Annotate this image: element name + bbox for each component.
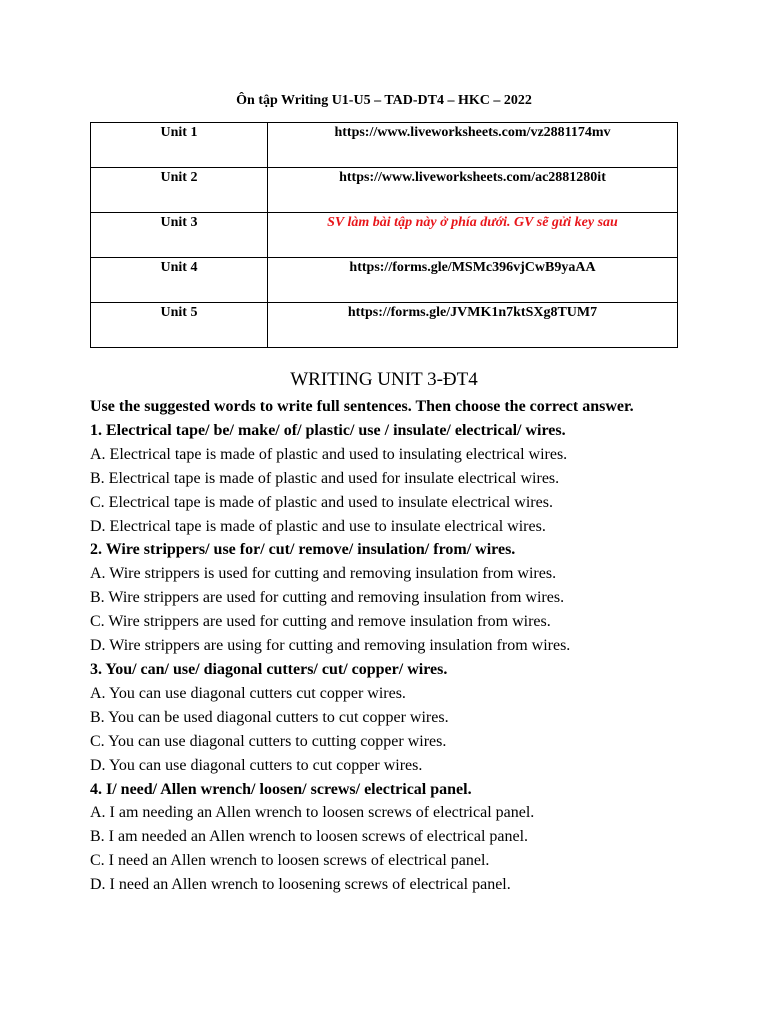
table-row (91, 303, 678, 348)
answer-option: D. You can use diagonal cutters to cut copper wires. (90, 756, 423, 774)
instructions: Use the suggested words to write full sentences. Then choose the correct answer. (90, 398, 634, 415)
answer-option: B. You can be used diagonal cutters to cut copper wires. (90, 708, 449, 726)
answer-option: C. Electrical tape is made of plastic and used to insulate electrical wires. (90, 493, 553, 511)
table-row (91, 258, 678, 303)
unit-name: Unit 1 (91, 123, 268, 168)
question-prompt: 1. Electrical tape/ be/ make/ of/ plastic/ use / insulate/ electrical/ wires. (90, 421, 566, 439)
table-row (91, 213, 678, 258)
answer-option: D. Electrical tape is made of plastic and use to insulate electrical wires. (90, 517, 546, 535)
table-row (91, 168, 678, 213)
page-title: Ôn tập Writing U1-U5 – TAD-DT4 – HKC – 2022 (236, 93, 532, 108)
exercise-content (90, 395, 680, 897)
unit-link[interactable]: https://forms.gle/JVMK1n7ktSXg8TUM7 (268, 303, 678, 348)
question-prompt: 4. I/ need/ Allen wrench/ loosen/ screws/ electrical panel. (90, 780, 472, 798)
table-row (91, 123, 678, 168)
question-prompt: 3. You/ can/ use/ diagonal cutters/ cut/ copper/ wires. (90, 660, 448, 678)
unit-link[interactable]: https://forms.gle/MSMc396vjCwB9yaAA (268, 258, 678, 303)
answer-option: D. I need an Allen wrench to loosening screws of electrical panel. (90, 876, 511, 894)
unit-note: SV làm bài tập này ở phía dưới. GV sẽ gửi key sau (268, 213, 678, 258)
unit-name: Unit 5 (91, 303, 268, 348)
answer-option: C. You can use diagonal cutters to cutting copper wires. (90, 732, 447, 750)
answer-option: B. I am needed an Allen wrench to loosen screws of electrical panel. (90, 828, 529, 846)
unit-name: Unit 2 (91, 168, 268, 213)
answer-option: C. I need an Allen wrench to loosen screws of electrical panel. (90, 852, 490, 870)
answer-option: B. Electrical tape is made of plastic and used for insulate electrical wires. (90, 469, 560, 487)
answer-option: A. I am needing an Allen wrench to loosen screws of electrical panel. (90, 804, 535, 822)
answer-option: A. Electrical tape is made of plastic and used to insulating electrical wires. (90, 445, 568, 463)
answer-option: C. Wire strippers are used for cutting and remove insulation from wires. (90, 613, 551, 631)
units-table (90, 122, 678, 348)
answer-option: A. You can use diagonal cutters cut copper wires. (90, 684, 406, 702)
answer-option: A. Wire strippers is used for cutting and removing insulation from wires. (90, 565, 557, 583)
unit-link[interactable]: https://www.liveworksheets.com/ac2881280it (268, 168, 678, 213)
answer-option: D. Wire strippers are using for cutting and removing insulation from wires. (90, 637, 571, 655)
answer-option: B. Wire strippers are used for cutting and removing insulation from wires. (90, 589, 565, 607)
question-prompt: 2. Wire strippers/ use for/ cut/ remove/ insulation/ from/ wires. (90, 541, 516, 559)
unit-link[interactable]: https://www.liveworksheets.com/vz2881174mv (268, 123, 678, 168)
unit-name: Unit 3 (91, 213, 268, 258)
unit-name: Unit 4 (91, 258, 268, 303)
section-title: WRITING UNIT 3-ĐT4 (290, 369, 478, 390)
